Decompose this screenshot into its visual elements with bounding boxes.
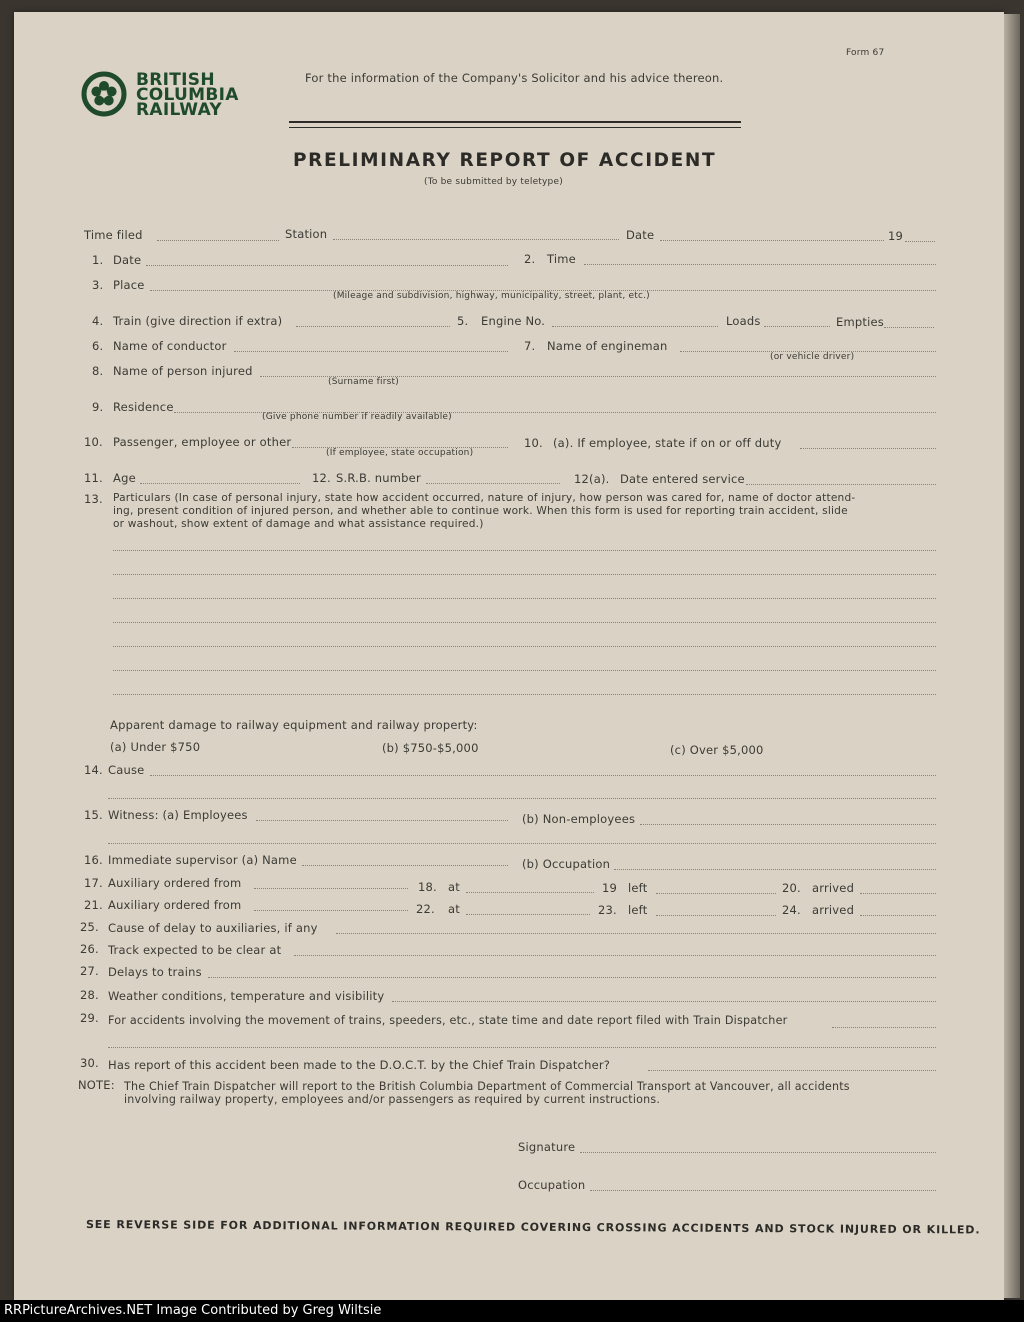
field-29-number: 29. [80, 1011, 99, 1025]
damage-option-a[interactable]: (a) Under $750 [110, 740, 201, 754]
field-26-number: 26. [80, 942, 99, 956]
srb-number-field[interactable] [426, 483, 560, 484]
particulars-line-1[interactable] [113, 550, 936, 551]
date-entered-service-field[interactable] [746, 484, 936, 485]
page-subtitle: (To be submitted by teletype) [424, 177, 563, 187]
field-7-number: 7. [524, 339, 536, 353]
solicitor-note: For the information of the Company's Solicitor and his advice thereon. [305, 71, 724, 85]
field-21-label: Auxiliary ordered from [108, 898, 242, 912]
witness-non-employees-label: (b) Non-employees [522, 812, 636, 826]
supervisor-occupation-label: (b) Occupation [522, 857, 611, 871]
field-29-label: For accidents involving the movement of trains, speeders, etc., state time and date report filed with Train Dispatcher [108, 1014, 788, 1027]
field-12-number: 12. [312, 471, 331, 485]
date-field[interactable] [146, 265, 508, 266]
field-8-label: Name of person injured [113, 364, 253, 378]
time-filed-label: Time filed [84, 228, 143, 242]
field-19-label: left [628, 881, 648, 895]
engine-no-field[interactable] [552, 326, 718, 327]
field-5-number: 5. [457, 314, 469, 328]
note-text-1: The Chief Train Dispatcher will report to the British Columbia Department of Commercial Transport at Vancouver, all accidents [124, 1080, 850, 1093]
weather-field[interactable] [392, 1001, 936, 1002]
header-rule-top [289, 121, 741, 123]
auxiliary-from-2-field[interactable] [254, 910, 408, 911]
field-26-label: Track expected to be clear at [108, 943, 282, 957]
note-label: NOTE: [78, 1078, 115, 1092]
witness-non-employees-field[interactable] [640, 824, 936, 825]
field-20-number: 20. [782, 881, 801, 895]
station-label: Station [285, 227, 328, 241]
field-3-label: Place [113, 278, 145, 292]
field-13-number: 13. [84, 492, 103, 506]
particulars-line-3[interactable] [113, 598, 936, 599]
field-4-label: Train (give direction if extra) [113, 314, 283, 328]
image-credit: RRPictureArchives.NET Image Contributed by Greg Wiltsie [0, 1300, 1024, 1322]
auxiliary-arrived-2-field[interactable] [860, 915, 936, 916]
doct-report-field[interactable] [648, 1070, 936, 1071]
field-30-number: 30. [80, 1056, 99, 1070]
paper-edge [1004, 14, 1020, 1298]
field-15-label: Witness: (a) Employees [108, 808, 248, 822]
auxiliary-left-field[interactable] [656, 893, 776, 894]
field-24-label: arrived [812, 903, 855, 917]
field-12-label: S.R.B. number [336, 471, 421, 485]
field-21-number: 21. [84, 898, 103, 912]
particulars-line-7[interactable] [113, 694, 936, 695]
logo-line-2: COLUMBIA [136, 85, 239, 105]
auxiliary-at-field[interactable] [466, 892, 594, 893]
field-11-number: 11. [84, 471, 103, 485]
loads-label: Loads [726, 314, 761, 328]
field-18-label: at [448, 880, 460, 894]
date-top-label: Date [626, 228, 655, 242]
field-5-label: Engine No. [481, 314, 546, 328]
form-number: Form 67 [846, 48, 885, 58]
field-15-number: 15. [84, 808, 103, 822]
field-25-number: 25. [80, 920, 99, 934]
auxiliary-from-field[interactable] [254, 888, 408, 889]
field-11-label: Age [113, 471, 136, 485]
field-10a-label: (a). If employee, state if on or off duty [553, 436, 782, 450]
field-6-number: 6. [92, 339, 104, 353]
particulars-line-5[interactable] [113, 646, 936, 647]
field-10-number: 10. [84, 435, 103, 449]
time-filed-field[interactable] [157, 240, 279, 241]
damage-label: Apparent damage to railway equipment and railway property: [110, 718, 478, 732]
damage-option-b[interactable]: (b) $750-$5,000 [382, 741, 479, 755]
particulars-text-1: Particulars (In case of personal injury, state how accident occurred, nature of injury, how person was cared for, name of doctor attend- [113, 492, 856, 504]
field-28-label: Weather conditions, temperature and visibility [108, 989, 385, 1003]
year-prefix: 19 [888, 229, 904, 243]
train-delays-field[interactable] [208, 977, 936, 978]
field-22-label: at [448, 902, 460, 916]
conductor-field[interactable] [234, 351, 508, 352]
cause-field[interactable] [150, 775, 936, 776]
field-3-number: 3. [92, 278, 104, 292]
form-paper [14, 12, 1004, 1300]
auxiliary-left-2-field[interactable] [656, 915, 776, 916]
field-7-label: Name of engineman [547, 339, 668, 353]
field-24-number: 24. [782, 903, 801, 917]
particulars-line-2[interactable] [113, 574, 936, 575]
page-title: PRELIMINARY REPORT OF ACCIDENT [293, 150, 717, 171]
field-10a-number: 10. [524, 436, 543, 450]
field-1-number: 1. [92, 253, 104, 267]
occupation-field[interactable] [590, 1190, 936, 1191]
station-field[interactable] [333, 239, 619, 240]
field-16-label: Immediate supervisor (a) Name [108, 853, 297, 867]
logo-line-1: BRITISH [136, 70, 215, 90]
field-14-label: Cause [108, 763, 145, 777]
field-16-number: 16. [84, 853, 103, 867]
field-10-label: Passenger, employee or other [113, 435, 292, 449]
note-text-2: involving railway property, employees and/or passengers as required by current instructions. [124, 1093, 661, 1106]
empties-label: Empties [836, 315, 884, 329]
field-1-label: Date [113, 253, 142, 267]
person-injured-hint: (Surname first) [328, 377, 399, 387]
field-20-label: arrived [812, 881, 855, 895]
time-field[interactable] [584, 264, 936, 265]
field-9-number: 9. [92, 400, 104, 414]
auxiliary-arrived-field[interactable] [860, 893, 936, 894]
on-off-duty-field[interactable] [800, 448, 936, 449]
field-19-number: 19 [602, 881, 618, 895]
place-hint: (Mileage and subdivision, highway, municipality, street, plant, etc.) [333, 291, 650, 301]
supervisor-name-field[interactable] [302, 865, 508, 866]
passenger-employee-hint: (If employee, state occupation) [326, 448, 474, 458]
witness-field-2[interactable] [108, 843, 936, 844]
field-9-label: Residence [113, 400, 174, 414]
witness-employees-field[interactable] [256, 820, 508, 821]
date-top-field[interactable] [660, 240, 884, 241]
field-30-label: Has report of this accident been made to the D.O.C.T. by the Chief Train Dispatcher? [108, 1058, 611, 1072]
field-28-number: 28. [80, 988, 99, 1002]
field-23-number: 23. [598, 903, 617, 917]
header-rule-bottom [289, 127, 741, 128]
year-field[interactable] [905, 241, 935, 242]
occupation-label: Occupation [518, 1178, 586, 1192]
field-8-number: 8. [92, 364, 104, 378]
engineman-hint: (or vehicle driver) [770, 352, 855, 362]
dispatcher-report-field-2[interactable] [108, 1047, 936, 1048]
cause-field-2[interactable] [108, 798, 936, 799]
field-22-number: 22. [416, 902, 435, 916]
field-27-number: 27. [80, 964, 99, 978]
damage-option-c[interactable]: (c) Over $5,000 [670, 743, 764, 757]
particulars-line-6[interactable] [113, 670, 936, 671]
dispatcher-report-field[interactable] [832, 1027, 936, 1028]
loads-field[interactable] [764, 326, 830, 327]
field-12a-number: 12(a). [574, 472, 610, 486]
auxiliary-at-2-field[interactable] [466, 914, 590, 915]
field-27-label: Delays to trains [108, 965, 202, 979]
signature-field[interactable] [580, 1152, 936, 1153]
field-17-label: Auxiliary ordered from [108, 876, 242, 890]
particulars-line-4[interactable] [113, 622, 936, 623]
field-17-number: 17. [84, 876, 103, 890]
field-23-label: left [628, 903, 648, 917]
field-12a-label: Date entered service [620, 472, 745, 486]
train-field[interactable] [296, 326, 450, 327]
field-14-number: 14. [84, 763, 103, 777]
particulars-text-2: ing, present condition of injured person, and whether able to continue work. When this form is used for reporting train accident, slide [113, 505, 848, 517]
particulars-text-3: or washout, show extent of damage and what assistance required.) [113, 518, 484, 530]
signature-label: Signature [518, 1140, 576, 1154]
auxiliary-delay-field[interactable] [336, 933, 936, 934]
field-25-label: Cause of delay to auxiliaries, if any [108, 921, 318, 935]
supervisor-occupation-field[interactable] [614, 869, 936, 870]
field-18-number: 18. [418, 880, 437, 894]
residence-hint: (Give phone number if readily available) [262, 412, 452, 422]
reverse-side-notice: SEE REVERSE SIDE FOR ADDITIONAL INFORMATION REQUIRED COVERING CROSSING ACCIDENTS AND STOCK INJURED OR KILLED. [85, 1218, 981, 1237]
logo-line-3: RAILWAY [136, 100, 223, 120]
empties-field[interactable] [884, 327, 934, 328]
track-clear-field[interactable] [294, 955, 936, 956]
field-4-number: 4. [92, 314, 104, 328]
age-field[interactable] [140, 483, 300, 484]
field-6-label: Name of conductor [113, 339, 227, 353]
dogwood-logo-icon [80, 70, 128, 118]
field-2-number: 2. [524, 252, 536, 266]
field-2-label: Time [547, 252, 576, 266]
